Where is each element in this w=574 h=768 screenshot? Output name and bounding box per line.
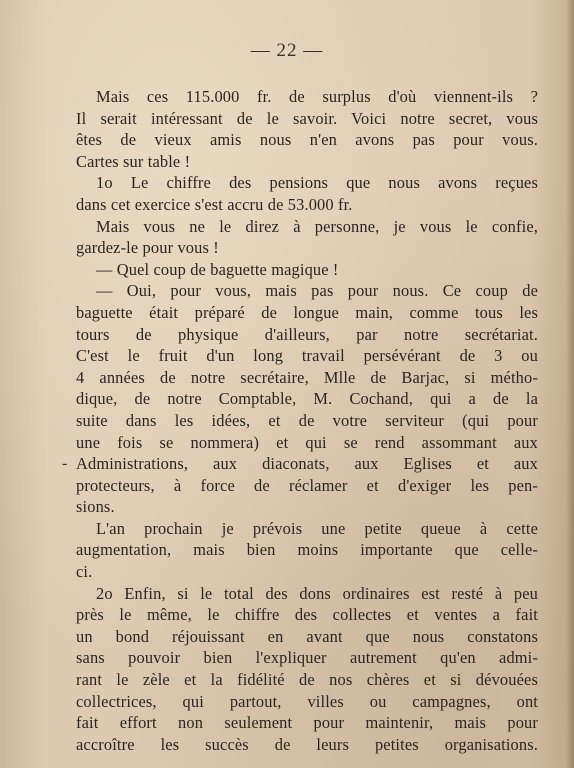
text-line: un bond réjouissant en avant que nous constatons bbox=[76, 626, 538, 646]
text-line: près le même, le chiffre des collectes et ventes a fait bbox=[76, 605, 538, 625]
text-line: protecteurs, à force de réclamer et d'exiger les pen- bbox=[76, 475, 538, 495]
text-line: collectrices, qui partout, villes ou campagnes, ont bbox=[76, 691, 538, 711]
text-line: une fois se nommera) et qui se rend assommant aux bbox=[76, 432, 538, 452]
text-line: Cartes sur table ! bbox=[76, 151, 191, 171]
text-line: L'an prochain je prévois une petite queue à cette bbox=[96, 518, 538, 538]
text-line: Il serait intéressant de le savoir. Voici notre secret, vous bbox=[76, 108, 538, 128]
text-line: Administrations, aux diaconats, aux Eglises et aux bbox=[76, 454, 538, 474]
text-line: ci. bbox=[76, 562, 93, 582]
page-number: — 22 — bbox=[250, 40, 324, 61]
text-line: — Quel coup de baguette magique ! bbox=[96, 259, 339, 279]
text-line: 1o Le chiffre des pensions que nous avons reçues bbox=[96, 173, 538, 193]
text-line: dique, de notre Comptable, M. Cochand, qui a de la bbox=[76, 389, 538, 409]
text-line: fait effort non seulement pour maintenir, mais pour bbox=[76, 713, 538, 733]
text-line: Mais vous ne le direz à personne, je vous le confie, bbox=[96, 216, 538, 236]
text-line: C'est le fruit d'un long travail persévérant de 3 ou bbox=[76, 346, 538, 366]
text-line: sions. bbox=[76, 497, 115, 517]
page-edge-shadow bbox=[566, 0, 574, 768]
text-line: êtes de vieux amis nous n'en avons pas pour vous. bbox=[76, 130, 538, 150]
text-line: 4 années de notre secrétaire, Mlle de Barjac, si métho- bbox=[76, 367, 538, 387]
body-text bbox=[76, 86, 538, 755]
text-line: baguette était préparé de longue main, comme tous les bbox=[76, 302, 538, 322]
text-line: tours de physique d'ailleurs, par notre secrétariat. bbox=[76, 324, 538, 344]
margin-mark: - bbox=[62, 455, 68, 472]
text-line: gardez-le pour vous ! bbox=[76, 238, 219, 258]
text-line: Mais ces 115.000 fr. de surplus d'où viennent-ils ? bbox=[96, 87, 538, 106]
text-line: 2o Enfin, si le total des dons ordinaires est resté à peu bbox=[96, 583, 538, 603]
text-line: rant le zèle et la fidélité de nos chères et si dévouées bbox=[76, 670, 538, 690]
text-line: accroître les succès de leurs petites organisations. bbox=[76, 734, 538, 754]
text-line: sans pouvoir bien l'expliquer autrement qu'en admi- bbox=[76, 648, 538, 668]
text-line: — Oui, pour vous, mais pas pour nous. Ce coup de bbox=[96, 281, 538, 301]
text-line: suite dans les idées, et de votre serviteur (qui pour bbox=[76, 410, 538, 430]
text-line: augmentation, mais bien moins importante que celle- bbox=[76, 540, 538, 560]
text-line: dans cet exercice s'est accru de 53.000 fr. bbox=[76, 194, 353, 214]
